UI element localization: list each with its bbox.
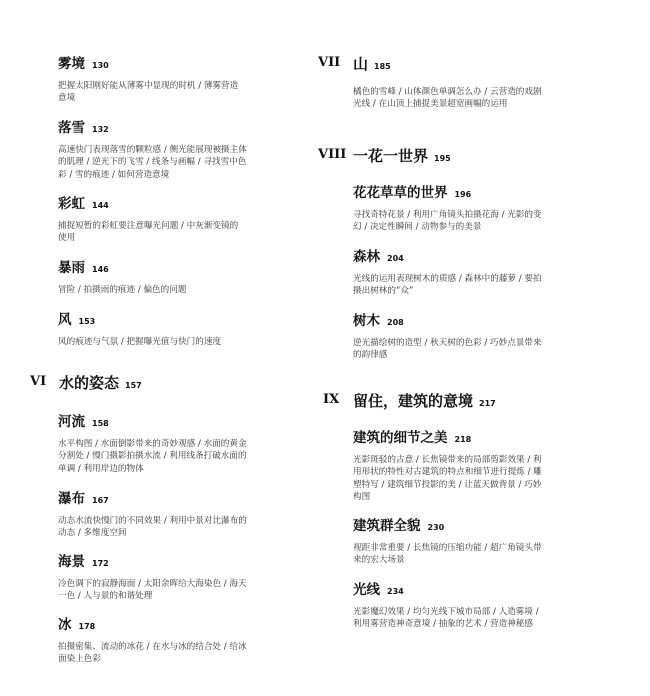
part-page: 157 xyxy=(125,381,142,390)
toc-entry-architecture-detail xyxy=(353,430,542,503)
entry-title: 花花草草的世界 196 xyxy=(353,185,472,201)
entry-title: 落雪 132 xyxy=(58,120,109,136)
entry-title: 建筑的细节之美 218 xyxy=(353,430,472,446)
toc-entry-rainbow xyxy=(58,196,238,245)
part-vii-desc xyxy=(353,80,542,111)
part-numeral: VI xyxy=(30,374,47,389)
entry-title: 瀑布 167 xyxy=(58,491,109,507)
entry-page: 132 xyxy=(92,125,109,134)
entry-desc: 光影魔幻效果 / 均匀光线下城市局部 / 人造雾境 / 利用雾营造神奇意境 / 抽象的艺术 / 营造神秘感 xyxy=(353,607,539,630)
entry-page: 146 xyxy=(92,265,109,274)
toc-entry-flowers xyxy=(353,185,542,234)
entry-page: 208 xyxy=(387,318,404,327)
part-page: 217 xyxy=(479,399,496,408)
entry-page: 172 xyxy=(92,559,109,568)
part-title: 山 185 xyxy=(353,55,391,73)
entry-title: 海景 172 xyxy=(58,554,109,570)
entry-page: 218 xyxy=(454,435,472,444)
part-heading-viii xyxy=(318,145,638,169)
entry-title: 风 153 xyxy=(58,312,96,328)
part-title: 留住，建筑的意境 217 xyxy=(353,392,496,410)
toc-entry-river xyxy=(58,414,247,475)
entry-desc: 拍摄密集、流动的冰花 / 在水与冰的结合处 / 给冰 面染上色彩 xyxy=(58,642,247,665)
entry-title: 树木 208 xyxy=(353,313,404,329)
entry-page: 178 xyxy=(78,622,96,631)
toc-entry-waterfall xyxy=(58,491,247,540)
entry-title: 森林 204 xyxy=(353,249,404,265)
entry-desc: 冒险 / 拍摄雨的痕迹 / 偏色的问题 xyxy=(58,285,187,295)
entry-page: 153 xyxy=(78,317,96,326)
entry-title: 彩虹 144 xyxy=(58,196,109,212)
toc-entry-snow xyxy=(58,120,247,181)
entry-title: 建筑群全貌 230 xyxy=(353,518,445,534)
part-numeral: VIII xyxy=(318,147,347,162)
toc-entry-building-group xyxy=(353,518,542,567)
toc-entry-ice xyxy=(58,617,247,666)
entry-title: 光线 234 xyxy=(353,582,404,598)
entry-title: 河流 158 xyxy=(58,414,109,430)
entry-desc: 捕捉短暂的彩虹要注意曝光问题 / 中灰渐变镜的 使用 xyxy=(58,221,239,244)
entry-desc: 把握太阳刚好能从薄雾中显现的时机 / 薄雾营造 意境 xyxy=(58,81,239,104)
part-page: 185 xyxy=(374,62,391,71)
entry-desc: 视距非常重要 / 长焦镜的压缩功能 / 超广角镜头带 来的宏大场景 xyxy=(353,543,542,566)
part-numeral: IX xyxy=(323,392,340,407)
entry-page: 158 xyxy=(92,419,109,428)
part-title: 一花一世界 195 xyxy=(353,147,451,165)
part-heading-vi xyxy=(30,372,320,396)
entry-page: 196 xyxy=(454,190,472,199)
entry-desc: 光线的运用表现树木的质感 / 森林中的藤萝 / 要拍 摄出树林的“众” xyxy=(353,274,542,297)
entry-desc: 水平构图 / 水面倒影带来的奇妙观感 / 水面的黄金 分割处 / 慢门摄影拍摄水流 / 利用线条打破水面的 单调 / 利用岸边的物体 xyxy=(58,439,247,474)
entry-desc: 风的痕迹与气氛 / 把握曝光值与快门的速度 xyxy=(58,337,222,347)
entry-desc: 逆光描绘树的造型 / 秋天树的色彩 / 巧妙点景带来 的韵律感 xyxy=(353,338,542,361)
entry-title: 冰 178 xyxy=(58,617,96,633)
toc-entry-fog xyxy=(58,56,238,105)
entry-desc: 动态水流快慢门的不同效果 / 利用中景对比瀑布的 动态 / 多维度空间 xyxy=(58,516,247,539)
toc-entry-storm xyxy=(58,260,186,296)
entry-desc: 寻找奇特花景 / 利用广角镜头拍摄花海 / 光影的变 幻 / 决定性瞬间 / 动物参与的美景 xyxy=(353,210,542,233)
entry-page: 230 xyxy=(427,523,445,532)
entry-title: 雾境 130 xyxy=(58,56,109,72)
toc-entry-forest xyxy=(353,249,542,298)
entry-title: 暴雨 146 xyxy=(58,260,109,276)
entry-page: 167 xyxy=(92,496,109,505)
part-title: 水的姿态 157 xyxy=(59,374,142,392)
entry-page: 234 xyxy=(387,587,404,596)
entry-page: 204 xyxy=(387,254,404,263)
entry-desc: 高速快门表现落雪的颗粒感 / 侧光能展现被摄主体 的肌理 / 逆光下的飞雪 / 线条与画幅 / 寻找雪中色 彩 / 雪的痕迹 / 如何营造意境 xyxy=(58,145,247,180)
entry-desc: 光影斑驳的古意 / 长焦镜带来的局部剪影效果 / 利 用形状的特性对古建筑的特点和细节进行提炼 / 雕 塑特写 / 建筑细节投影的美 / 让蓝天做背景 / 巧妙 构图 xyxy=(353,455,542,502)
toc-entry-trees xyxy=(353,313,542,362)
toc-entry-seascape xyxy=(58,554,247,603)
entry-page: 130 xyxy=(92,61,109,70)
entry-page: 144 xyxy=(92,201,109,210)
toc-entry-light xyxy=(353,582,539,631)
part-numeral: VII xyxy=(318,55,341,70)
entry-desc: 橘色的雪峰 / 山体颜色单调怎么办 / 云营造的戏剧 光线 / 在山顶上捕捉美景超宽画幅的运用 xyxy=(353,87,542,110)
part-heading-vii xyxy=(318,53,638,77)
toc-entry-wind xyxy=(58,312,221,348)
entry-desc: 冷色调下的寂静海面 / 太阳余晖给大海染色 / 海天 一色 / 人与景的和谐处理 xyxy=(58,579,247,602)
part-page: 195 xyxy=(434,154,451,163)
part-heading-ix xyxy=(323,390,643,414)
